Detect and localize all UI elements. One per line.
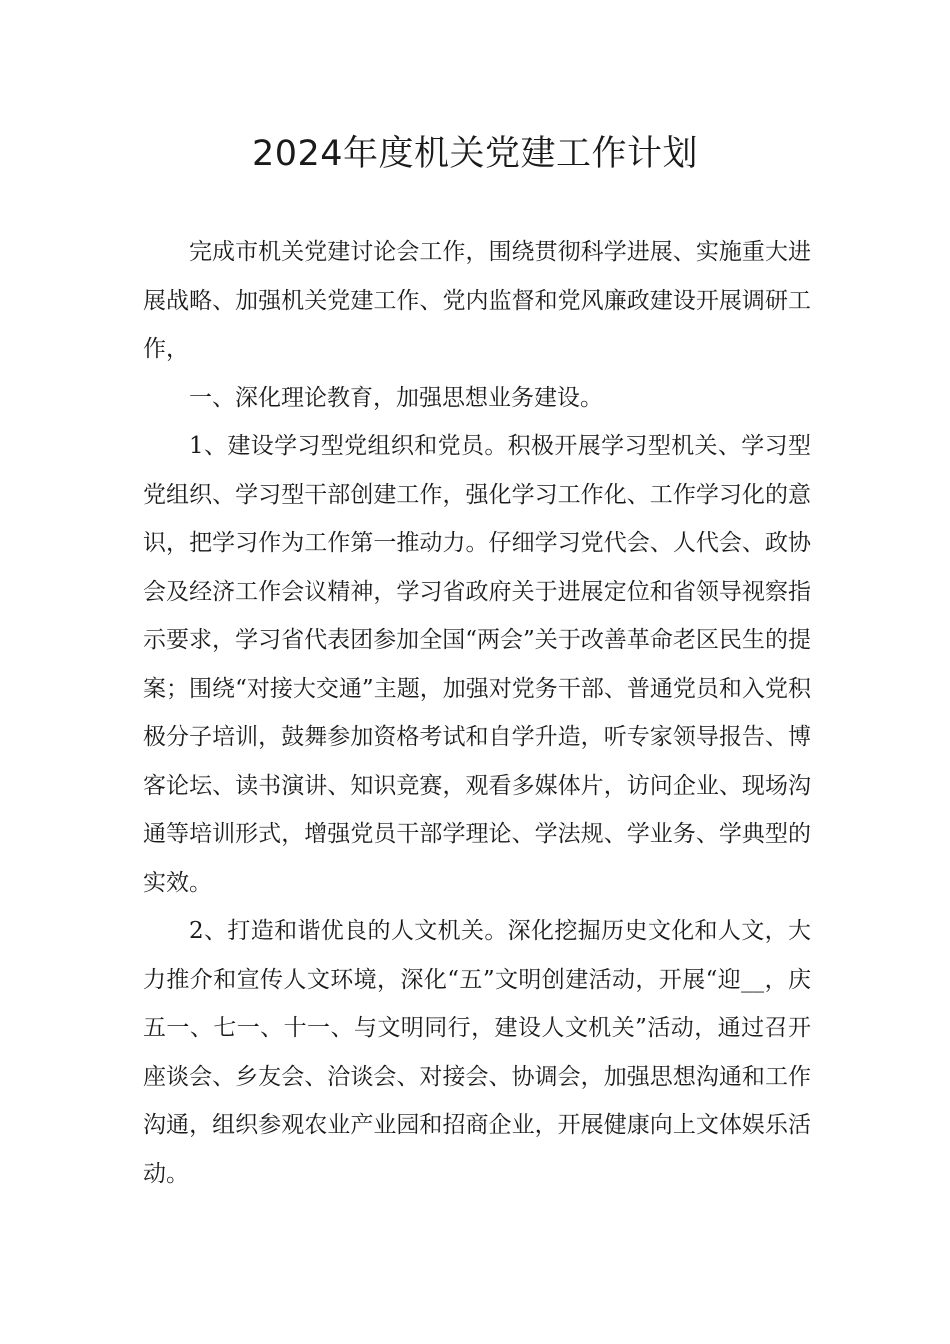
intro-paragraph: 完成市机关党建讨论会工作，围绕贯彻科学进展、实施重大进展战略、加强机关党建工作、党内监督和党风廉政建设开展调研工作， (143, 239, 811, 362)
document-title: 2024年度机关党建工作计划 (251, 134, 699, 174)
section-heading-1: 一、深化理论教育，加强思想业务建设。 (189, 384, 603, 411)
document-body (143, 228, 811, 1198)
item-paragraph-2: 2、打造和谐优良的人文机关。深化挖掘历史文化和人文，大力推介和宣传人文环境，深化“五”文明创建活动，开展“迎__，庆五一、七一、十一、与文明同行，建设人文机关”活动，通过召开座谈会、乡友会、洽谈会、对接会、协调会，加强思想沟通和工作沟通，组织参观农业产业园和招商企业，开展健康向上文体娱乐活动。 (143, 918, 811, 1187)
item-paragraph-1: 1、建设学习型党组织和党员。积极开展学习型机关、学习型党组织、学习型干部创建工作，强化学习工作化、工作学习化的意识，把学习作为工作第一推动力。仔细学习党代会、人代会、政协会及经济工作会议精神，学习省政府关于进展定位和省领导视察指示要求，学习省代表团参加全国“两会”关于改善革命老区民生的提案；围绕“对接大交通”主题，加强对党务干部、普通党员和入党积极分子培训，鼓舞参加资格考试和自学升造，听专家领导报告、博客论坛、读书演讲、知识竞赛，观看多媒体片，访问企业、现场沟通等培训形式，增强党员干部学理论、学法规、学业务、学典型的实效。 (143, 433, 811, 896)
